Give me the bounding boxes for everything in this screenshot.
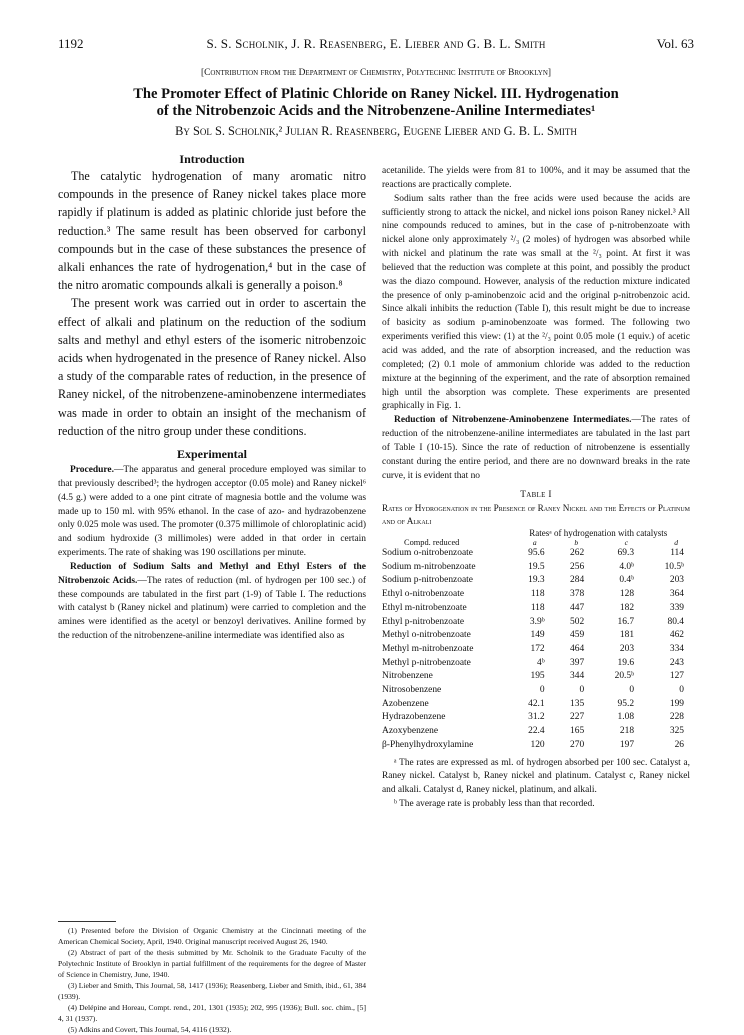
table-row <box>382 711 690 725</box>
page-number: 1192 <box>58 36 84 51</box>
rate-c: 0.4ᵇ <box>619 575 635 586</box>
compound-name: Sodium o-nitrobenzoate <box>382 548 473 558</box>
rate-d: 26 <box>674 739 684 750</box>
compound-name: Nitrobenzene <box>382 671 433 682</box>
table-row <box>382 547 690 561</box>
table-row <box>382 602 690 616</box>
table-row <box>382 629 690 643</box>
table-row <box>382 561 690 575</box>
rates-table <box>382 528 690 753</box>
table-label: Table I <box>520 490 552 501</box>
procedure-text: —The apparatus and general procedure employed was similar to that previously described³; the hydrogen acceptor (0.05 mole) and Raney nickel⁶ (4.5 g.) were added to a one pint citrate of magnesia bottle and the volume was made up to 150 ml. with 95% ethanol. In the case of azo- and hydrazobenzene only 0.025 mole was used. The promoter (0.375 millimole of chloroplatinic acid) and sodium hydroxide (3 millimoles) were added in that order in certain experiments. The rate of shaking was 190 oscillations per minute. <box>58 465 366 559</box>
rate-b: 344 <box>570 671 585 682</box>
rate-c: 19.6 <box>617 657 635 668</box>
rate-d: 364 <box>669 589 684 600</box>
rate-d: 80.4 <box>667 616 684 627</box>
rate-d: 127 <box>669 671 684 682</box>
rate-c: 203 <box>619 643 635 654</box>
right-paragraph-2: Sodium salts rather than the free acids were used because the acids are sufficiently strong to attack the nickel, and nickel ions poison Raney nickel.³ All nine compounds reduced to amines, but in the case of p-nitrobenzoate with nickel alone only approximately ²/₃ (2 moles) of hydrogen was absorbed while with nickel and platinum the rate was small at the ²/₃ point. At first it was believed that the reduction was complete at this point, and possibly the product was the diazo compound. However, analysis of the reduction mixture indicated the presence of only p-aminobenzoic acid and the original p-nitrobenzoic acid. Since alkali inhibits the reduction (Table I), this result might be due to increase of basicity as sodium p-aminobenzoate was formed. The following two experiments verified this view: (1) at the ²/₃ point 0.05 mole (1 equiv.) of acetic acid was added, and the rate of absorption increased, and the reduction was completed; (2) 0.1 mole of ammonium chloride was added to the reduction mixture at the beginning of the experiment, and the rate of absorption remained high until the absorption was complete. These experiments are presented graphically in Fig. 1. <box>382 193 690 412</box>
compound-name: Ethyl m-nitrobenzoate <box>382 602 467 613</box>
table-row <box>382 657 690 671</box>
table-caption: Rates of Hydrogenation in the Presence of Raney Nickel and the Effects of Platinum and of Alkali <box>382 503 690 527</box>
right-paragraph-3 <box>382 414 690 483</box>
catalyst-c-header: c <box>624 538 629 547</box>
intro-heading: Introduction <box>179 152 245 166</box>
rate-b: 284 <box>570 575 585 586</box>
intro-paragraph-2: The present work was carried out in order to ascertain the effect of alkali and platinum on the reduction of the sodium salts and methyl and ethyl esters of the isomeric nitrobenzoic acids when hydrogenated in the presence of Raney nickel. Also a study of the comparable rates of reduction, in the presence of Raney nickel, of the nitrobenzene-aminobenzene intermediates was made in order to obtain an insight of the mechanism of reduction of the nitro group under these conditions. <box>58 296 366 438</box>
catalyst-d-header: d <box>674 538 678 547</box>
footnote-rule <box>58 921 116 922</box>
experimental-heading: Experimental <box>177 447 247 462</box>
footnote-3: (3) Lieber and Smith, This Journal, 58, 1417 (1936); Reasenberg, Lieber and Smith, ibid., 61, 384 (1939). <box>58 981 366 1001</box>
footnote-1: (1) Presented before the Division of Organic Chemistry at the Cincinnati meeting of the American Chemical Society, April, 1940. Original manuscript received August 26, 1940. <box>58 926 366 946</box>
rate-a: 3.9ᵇ <box>529 616 545 627</box>
rates-header: Ratesᵃ of hydrogenation with catalysts <box>529 528 668 538</box>
compound-name: Sodium p-nitrobenzoate <box>382 575 473 586</box>
table-row <box>382 698 690 712</box>
reduction-text: —The rates of reduction (ml. of hydrogen per 100 sec.) of these compounds are tabulated in the first part (1-9) of Table I. The reductions with catalyst b (Raney nickel and platinum) were carried to completion and the amines were identified as the acetyl or benzoyl derivatives. Aniline formed by the reduction of the nitrobenzene-aniline intermediate was identified also as <box>58 575 366 642</box>
rate-a: 120 <box>530 739 545 750</box>
rate-d: 114 <box>670 548 684 558</box>
rate-d: 339 <box>669 602 684 613</box>
compound-name: Ethyl o-nitrobenzoate <box>382 589 465 600</box>
rate-a: 4ᵇ <box>536 657 545 668</box>
rate-a: 22.4 <box>528 726 545 737</box>
table-row <box>382 739 690 753</box>
rate-c: 20.5ᵇ <box>614 671 635 682</box>
reduction-paragraph <box>58 561 366 644</box>
rates-table-body <box>382 547 690 753</box>
footnote-2: (2) Abstract of part of the thesis submitted by Mr. Scholnik to the Graduate Faculty of the Polytechnic Institute of Brooklyn in partial fulfillment of the requirements for the degree of Master of Science in Chemistry, June, 1940. <box>58 948 366 979</box>
compound-name: Methyl p-nitrobenzoate <box>382 657 471 668</box>
rate-d: 325 <box>669 726 684 737</box>
rate-c: 4.0ᵇ <box>619 561 635 572</box>
table-row <box>382 574 690 588</box>
rate-a: 195 <box>530 671 545 682</box>
compound-name: Azoxybenzene <box>382 726 439 737</box>
rate-b: 378 <box>570 589 585 600</box>
rate-c: 182 <box>619 602 635 613</box>
table-row <box>382 684 690 698</box>
rate-d: 0 <box>679 685 684 696</box>
rate-a: 19.3 <box>528 575 545 586</box>
catalyst-a-header: a <box>532 538 537 547</box>
contribution-line: [Contribution from the Department of Chemistry, Polytechnic Institute of Brooklyn] <box>200 68 552 78</box>
left-column <box>58 151 366 644</box>
compound-name: β-Phenylhydroxylamine <box>382 739 474 750</box>
intermediates-text: —The rates of reduction of the nitrobenzene-aniline intermediates are tabulated in the last part of Table I (10-15). Since the rate of reduction of nitrobenzene is essentially constant during the entire period, and there are no downward breaks in the rate curve, it is evident that no <box>382 415 690 481</box>
compound-name: Ethyl p-nitrobenzoate <box>382 616 465 627</box>
footnote-5: (5) Adkins and Covert, This Journal, 54, 4116 (1932). <box>68 1025 232 1034</box>
rate-c: 95.2 <box>617 698 635 709</box>
catalyst-b-header: b <box>574 538 579 547</box>
rate-b: 0 <box>579 685 585 696</box>
procedure-lead: Procedure. <box>70 465 114 476</box>
byline: By Sol S. Scholnik,² Julian R. Reasenberg, Eugene Lieber and G. B. L. Smith <box>175 124 577 138</box>
rate-b: 262 <box>570 548 585 558</box>
table-note-b: ᵇ The average rate is probably less than that recorded. <box>394 798 595 809</box>
rate-a: 149 <box>530 630 545 641</box>
running-header <box>58 36 694 54</box>
table-row <box>382 725 690 739</box>
rate-c: 1.08 <box>617 712 635 723</box>
rate-b: 397 <box>570 657 585 668</box>
rate-d: 228 <box>669 712 684 723</box>
rate-b: 464 <box>570 643 585 654</box>
rate-c: 0 <box>629 685 635 696</box>
rate-b: 227 <box>570 712 585 723</box>
rate-d: 334 <box>669 643 684 654</box>
rate-b: 447 <box>570 602 585 613</box>
table-note-a: ᵃ The rates are expressed as ml. of hydrogen absorbed per 100 sec. Catalyst a, Raney nickel. Catalyst b, Raney nickel and platinum. Catalyst c, Raney nickel and alkali. Catalyst d, Raney nickel, platinum, and alkali. <box>382 757 690 796</box>
rate-c: 181 <box>619 630 635 641</box>
paper-title <box>58 86 694 120</box>
rate-b: 459 <box>570 630 585 641</box>
header-authors: S. S. Scholnik, J. R. Reasenberg, E. Lieber and G. B. L. Smith <box>206 36 546 51</box>
rate-d: 462 <box>669 630 684 641</box>
footnote-4: (4) Delépine and Horeau, Compt. rend., 201, 1301 (1935); 202, 995 (1936); Bull. soc. chim., [5] 4, 31 (1937). <box>58 1003 366 1023</box>
compound-name: Methyl m-nitrobenzoate <box>382 643 474 654</box>
rate-b: 270 <box>570 739 585 750</box>
compound-name: Azobenzene <box>382 698 429 709</box>
table-row <box>382 588 690 602</box>
rate-a: 42.1 <box>528 698 545 709</box>
right-paragraph-1: acetanilide. The yields were from 81 to 100%, and it may be assumed that the reactions are practically complete. <box>382 166 690 190</box>
table-row <box>382 670 690 684</box>
title-line-1: The Promoter Effect of Platinic Chloride on Raney Nickel. III. Hydrogenation <box>133 86 619 102</box>
procedure-paragraph <box>58 464 366 561</box>
reduction-lead: Reduction of Sodium Salts and Methyl and Ethyl Esters of the Nitrobenzoic Acids. <box>58 561 366 586</box>
rate-a: 19.5 <box>528 561 545 572</box>
rate-d: 243 <box>669 657 684 668</box>
compound-name: Hydrazobenzene <box>382 712 446 723</box>
compound-name: Nitrosobenzene <box>382 685 442 696</box>
rate-a: 172 <box>530 643 545 654</box>
table-row <box>382 643 690 657</box>
intro-paragraph-1: The catalytic hydrogenation of many aromatic nitro compounds in the presence of Raney nickel takes place more rapidly if platinum is added as platinic chloride just before the reduction.³ The same result has been observed for carbonyl compounds but in the case of these substances the presence of alkali enhances the rate of hydrogenation,⁴ but in the case of the nitro aromatic compounds alkali is generally a poison.⁸ <box>58 169 366 293</box>
rate-a: 31.2 <box>528 712 545 723</box>
footnotes <box>58 925 366 1035</box>
rate-a: 118 <box>530 589 545 600</box>
rate-a: 118 <box>530 602 545 613</box>
rate-c: 128 <box>619 589 635 600</box>
rate-a: 0 <box>539 685 545 696</box>
rate-c: 197 <box>619 739 635 750</box>
compound-name: Methyl o-nitrobenzoate <box>382 630 471 641</box>
compound-name: Sodium m-nitrobenzoate <box>382 561 476 572</box>
rate-c: 69.3 <box>617 548 635 558</box>
rate-b: 502 <box>570 616 585 627</box>
right-column <box>382 165 690 812</box>
table-row <box>382 616 690 630</box>
compound-column-header: Compd. reduced <box>404 538 460 547</box>
rate-b: 165 <box>570 726 585 737</box>
rate-d: 203 <box>669 575 684 586</box>
rate-b: 135 <box>570 698 585 709</box>
rate-c: 16.7 <box>617 616 635 627</box>
rate-a: 95.6 <box>528 548 545 558</box>
rate-b: 256 <box>570 561 585 572</box>
rate-d: 199 <box>669 698 684 709</box>
volume-label: Vol. 63 <box>656 36 694 51</box>
rate-c: 218 <box>619 726 635 737</box>
intermediates-lead: Reduction of Nitrobenzene-Aminobenzene Intermediates. <box>394 415 632 426</box>
title-line-2: of the Nitrobenzoic Acids and the Nitrobenzene-Aniline Intermediates¹ <box>156 103 596 119</box>
rate-d: 10.5ᵇ <box>664 561 684 572</box>
